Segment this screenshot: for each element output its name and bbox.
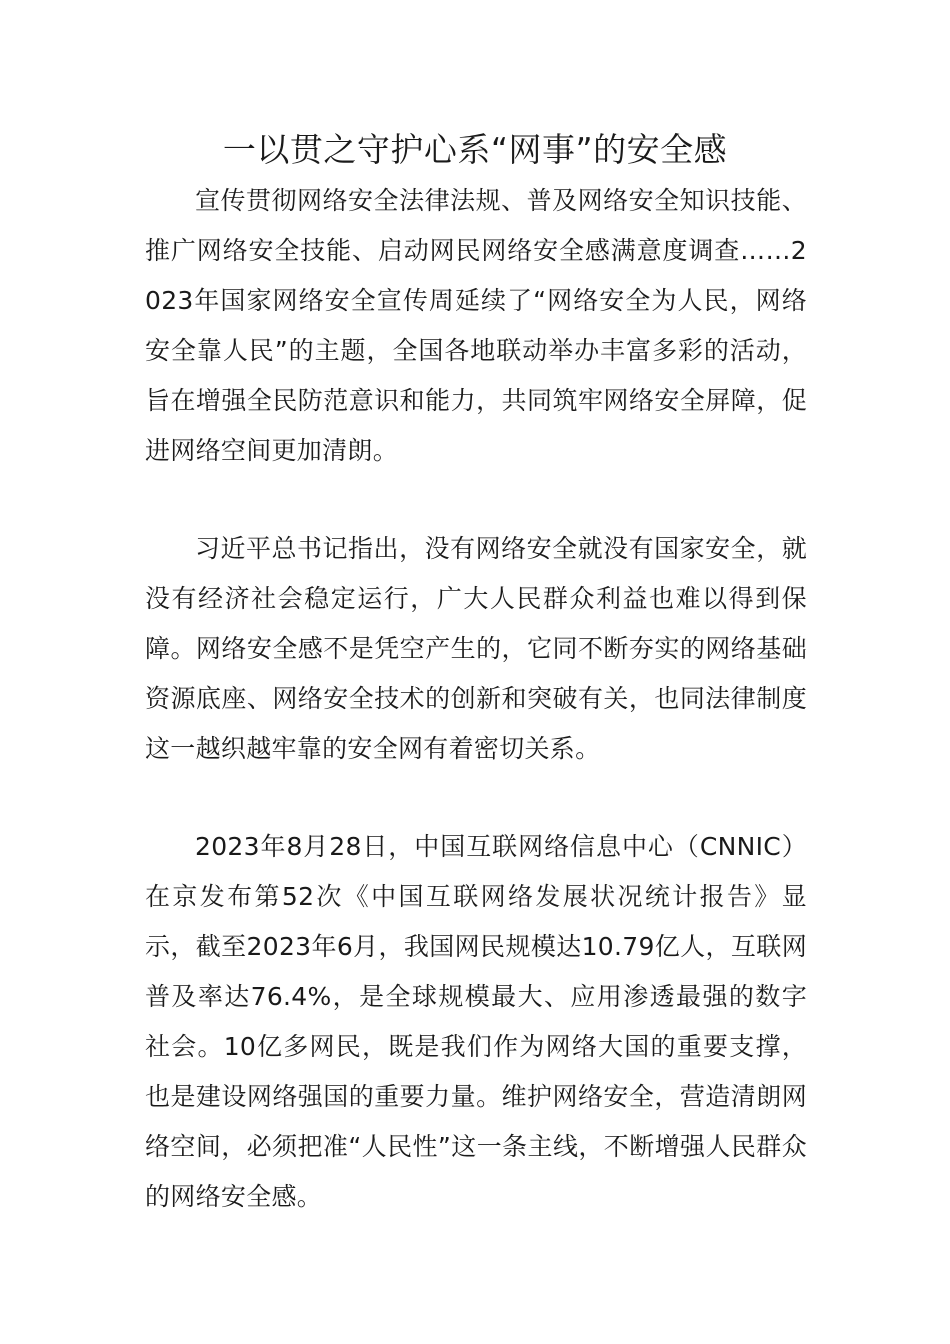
- page-title: 一以贯之守护心系“网事”的安全感: [222, 130, 728, 169]
- paragraph-block-2: [145, 524, 807, 774]
- paragraph-block-3: [145, 822, 807, 1222]
- paragraph-block-1: [145, 176, 807, 476]
- paragraph: 2023年8月28日，中国互联网络信息中心（CNNIC）在京发布第52次《中国互联网络发展状况统计报告》显示，截至2023年6月，我国网民规模达10.79亿人，互联网普及率达76.4%，是全球规模最大、应用渗透最强的数字社会。10亿多网民，既是我们作为网络大国的重要支撑，也是建设网络强国的重要力量。维护网络安全，营造清朗网络空间，必须把准“人民性”这一条主线，不断增强人民群众的网络安全感。: [145, 832, 807, 1211]
- paragraph: 习近平总书记指出，没有网络安全就没有国家安全，就没有经济社会稳定运行，广大人民群众利益也难以得到保障。网络安全感不是凭空产生的，它同不断夯实的网络基础资源底座、网络安全技术的创新和突破有关，也同法律制度这一越织越牢靠的安全网有着密切关系。: [145, 534, 807, 763]
- paragraph: 宣传贯彻网络安全法律法规、普及网络安全知识技能、推广网络安全技能、启动网民网络安全感满意度调查……2023年国家网络安全宣传周延续了“网络安全为人民，网络安全靠人民”的主题，全国各地联动举办丰富多彩的活动，旨在增强全民防范意识和能力，共同筑牢网络安全屏障，促进网络空间更加清朗。: [145, 186, 807, 465]
